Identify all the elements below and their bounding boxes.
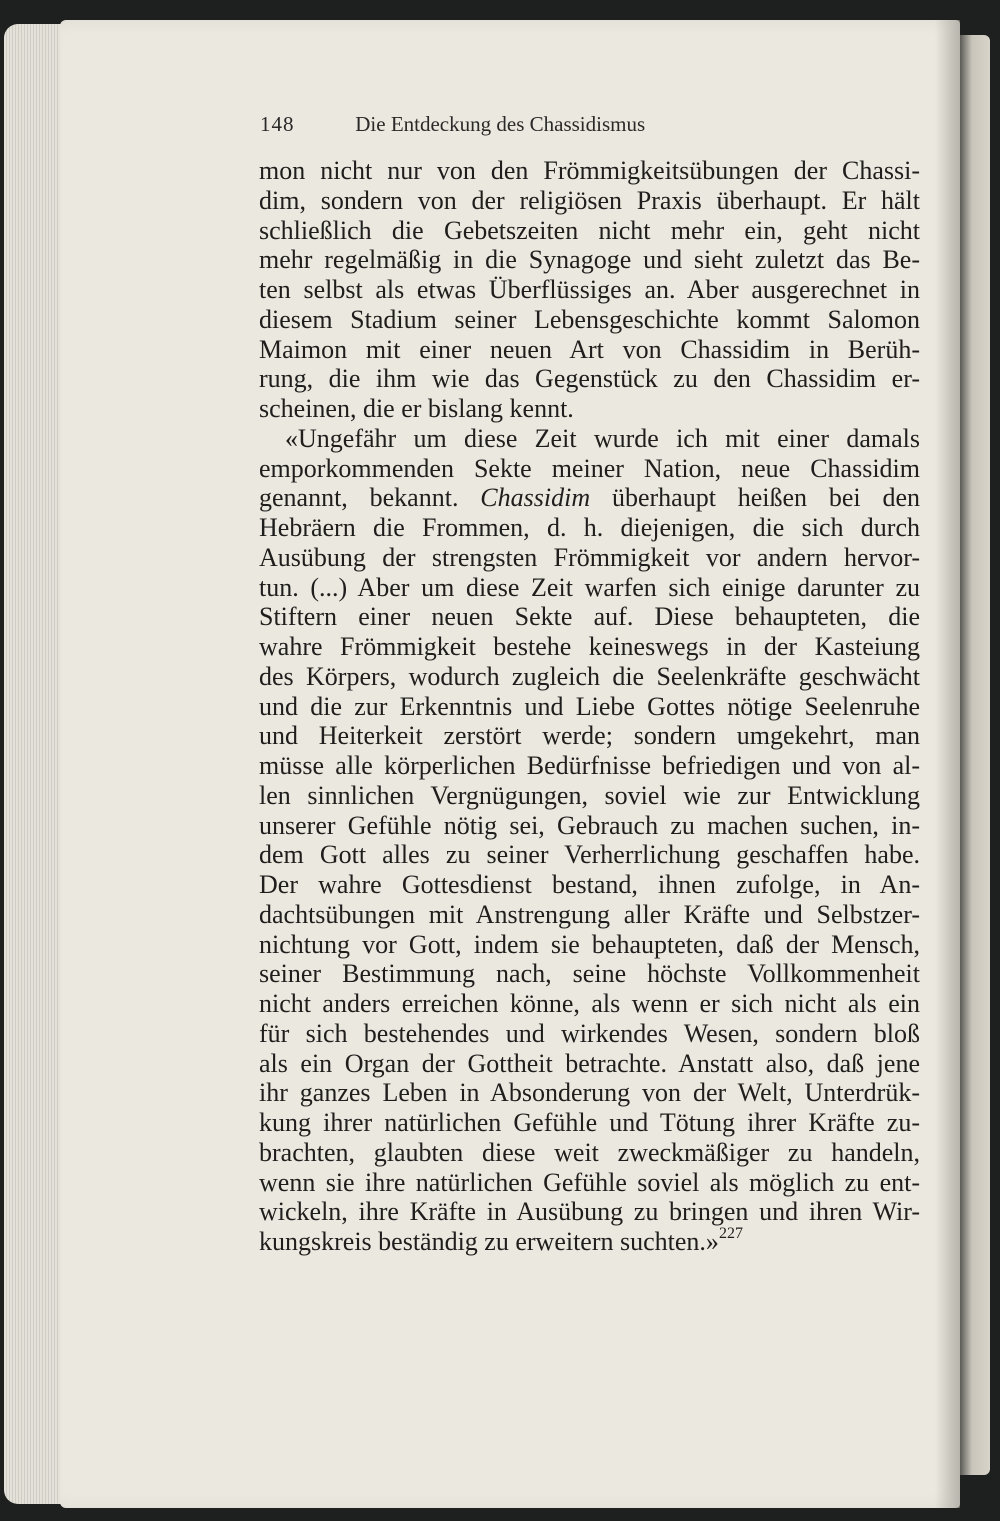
text-line: ihr ganzes Leben in Absonderung von der Welt, Unterdrük- (259, 1078, 920, 1108)
running-title: Die Entdeckung des Chassidismus (355, 112, 646, 136)
text-line: und die zur Erkenntnis und Liebe Gottes nötige Seelenruhe (259, 691, 920, 721)
italic-term: Chassidim (480, 483, 591, 513)
body-text (259, 156, 920, 1257)
text-line-final (259, 1227, 920, 1257)
text-line: brachten, glaubten diese weit zweckmäßiger zu handeln, (259, 1137, 920, 1167)
text-line: mehr regelmäßig in die Synagoge und sieht zuletzt das Be- (259, 245, 920, 275)
text-line: Hebräern die Frommen, d. h. diejenigen, die sich durch (259, 513, 920, 542)
text-line: Stiftern einer neuen Sekte auf. Diese behaupteten, die (259, 602, 920, 632)
text-line: tun. (...) Aber um diese Zeit warfen sich einige darunter zu (259, 572, 920, 602)
text-line: rung, die ihm wie das Gegenstück zu den Chassidim er- (259, 364, 920, 394)
text-line-with-italic (259, 483, 920, 513)
text-line: Der wahre Gottesdienst bestand, ihnen zufolge, in An- (259, 870, 920, 899)
text-line: unserer Gefühle nötig sei, Gebrauch zu machen suchen, in- (259, 810, 920, 840)
quote-first-line: «Ungefähr um diese Zeit wurde ich mit einer damals (285, 423, 920, 453)
text-line: scheinen, die er bislang kennt. (259, 394, 574, 423)
gutter-shadow (935, 20, 960, 1508)
text-line: seiner Bestimmung nach, seine höchste Vollkommenheit (259, 959, 920, 989)
text-line: und Heiterkeit zerstört werde; sondern umgekehrt, man (259, 721, 920, 751)
text-line: diesem Stadium seiner Lebensgeschichte kommt Salomon (259, 304, 920, 334)
text-line: Ausübung der strengsten Frömmigkeit vor andern hervor- (259, 542, 920, 572)
text-line: wenn sie ihre natürlichen Gefühle soviel als möglich zu ent- (259, 1167, 920, 1197)
text-line: schließlich die Gebetszeiten nicht mehr ein, geht nicht (259, 215, 920, 245)
text-segment: genannt, bekannt. (259, 483, 459, 513)
running-head (260, 112, 920, 142)
page-number: 148 (260, 112, 295, 136)
facing-page-edge (960, 35, 990, 1475)
text-line: nichtung vor Gott, indem sie behaupteten, daß der Mensch, (259, 929, 920, 959)
text-line: kung ihrer natürlichen Gefühle und Tötung ihrer Kräfte zu- (259, 1108, 920, 1137)
text-line: wahre Frömmigkeit bestehe keineswegs in der Kasteiung (259, 632, 920, 661)
text-line: als ein Organ der Gottheit betrachte. Anstatt also, daß jene (259, 1048, 920, 1078)
text-line: des Körpers, wodurch zugleich die Seelenkräfte geschwächt (259, 661, 920, 691)
text-line: mon nicht nur von den Frömmigkeitsübungen der Chassi- (259, 156, 920, 185)
text-line: müsse alle körperlichen Bedürfnisse befriedigen und von al- (259, 751, 920, 780)
text-line: dim, sondern von der religiösen Praxis überhaupt. Er hält (259, 185, 920, 215)
text-line: ten selbst als etwas Überflüssiges an. Aber ausgerechnet in (259, 275, 920, 304)
text-segment: überhaupt heißen bei den (611, 483, 921, 513)
text-line: Maimon mit einer neuen Art von Chassidim in Berüh- (259, 334, 920, 364)
text-line: len sinnlichen Vergnügungen, soviel wie zur Entwicklung (259, 780, 920, 810)
text-line: dachtsübungen mit Anstrengung aller Kräfte und Selbstzer- (259, 899, 920, 929)
text-line: nicht anders erreichen könne, als wenn er sich nicht als ein (259, 989, 920, 1018)
text-segment: kungskreis beständig zu erweitern suchten.» (259, 1227, 719, 1256)
footnote-marker: 227 (718, 1225, 743, 1242)
text-line: wickeln, ihre Kräfte in Ausübung zu bringen und ihren Wir- (259, 1197, 920, 1227)
text-line: für sich bestehendes und wirkendes Wesen, sondern bloß (259, 1018, 920, 1048)
text-line: emporkommenden Sekte meiner Nation, neue Chassidim (259, 453, 920, 483)
text-line: dem Gott alles zu seiner Verherrlichung geschaffen habe. (259, 840, 920, 870)
